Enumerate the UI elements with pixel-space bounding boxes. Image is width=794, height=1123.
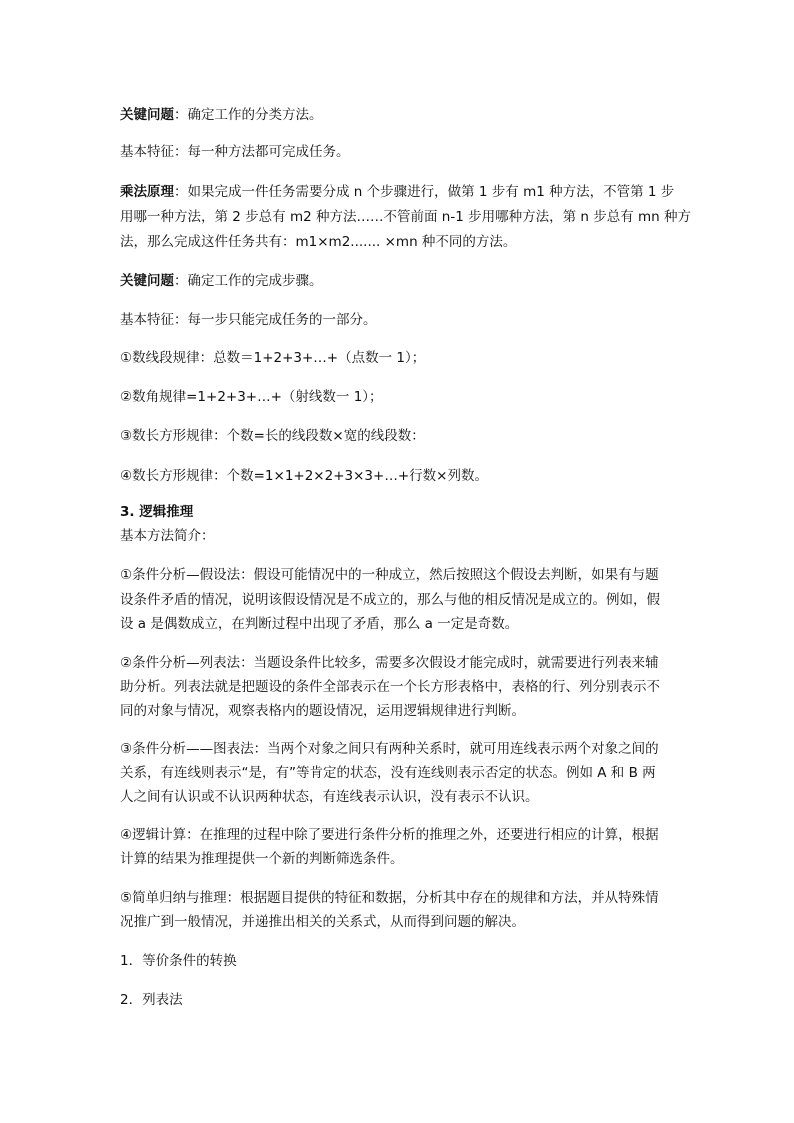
- key-question-steps: [120, 269, 680, 293]
- method-table-line1: ②条件分析—列表法：当题设条件比较多，需要多次假设才能完成时，就需要进行列表来辅: [120, 655, 659, 671]
- list-item-equivalent-conditions: 1．等价条件的转换: [120, 953, 237, 969]
- key-question-label: 关键问题: [120, 273, 174, 289]
- key-question-label: 关键问题: [120, 107, 174, 123]
- multiplication-principle-line3: 法，那么完成这件任务共有：m1×m2....... ×mn 种不同的方法。: [120, 234, 517, 250]
- rule-count-angles: ②数角规律=1+2+3+…+（射线数一 1）；: [120, 389, 383, 405]
- method-assumption-line1: ①条件分析—假设法：假设可能情况中的一种成立，然后按照这个假设去判断，如果有与题: [120, 567, 659, 583]
- key-question-text: ：确定工作的完成步骤。: [174, 273, 323, 289]
- multiplication-principle-label: 乘法原理: [120, 184, 174, 200]
- rule-count-rectangles-1: ③数长方形规律：个数=长的线段数×宽的线段数：: [120, 428, 425, 444]
- list-item-table-method: 2．列表法: [120, 992, 183, 1008]
- method-calculation-line1: ④逻辑计算：在推理的过程中除了要进行条件分析的推理之外，还要进行相应的计算，根据: [120, 827, 659, 843]
- method-graph-line1: ③条件分析——图表法：当两个对象之间只有两种关系时，就可用连线表示两个对象之间的: [120, 741, 659, 757]
- multiplication-principle-text: ：如果完成一件任务需要分成 n 个步骤进行，做第 1 步有 m1 种方法，不管第 1 步: [174, 184, 675, 200]
- rule-count-segments: ①数线段规律：总数＝1+2+3+…+（点数一 1）；: [120, 350, 426, 366]
- method-assumption-line2: 设条件矛盾的情况，说明该假设情况是不成立的，那么与他的相反情况是成立的。例如，假: [120, 592, 660, 608]
- basic-method-intro: 基本方法简介：: [120, 528, 215, 544]
- method-table-line3: 同的对象与情况，观察表格内的题设情况，运用逻辑规律进行判断。: [120, 703, 525, 719]
- section-heading-logic: 3. 逻辑推理: [120, 504, 194, 520]
- basic-feature-steps: 基本特征：每一步只能完成任务的一部分。: [120, 312, 377, 328]
- method-table-line2: 助分析。列表法就是把题设的条件全部表示在一个长方形表格中，表格的行、列分别表示不: [120, 679, 660, 695]
- multiplication-principle-line2: 用哪一种方法，第 2 步总有 m2 种方法……不管前面 n-1 步用哪种方法，第 n 步总有 mn 种方: [120, 209, 692, 225]
- multiplication-principle-line1: [120, 180, 680, 204]
- rule-count-rectangles-2: ④数长方形规律：个数=1×1+2×2+3×3+…+行数×列数。: [120, 468, 488, 484]
- method-calculation-line2: 计算的结果为推理提供一个新的判断筛选条件。: [120, 851, 404, 867]
- method-graph-line2: 关系，有连线则表示“是，有”等肯定的状态，没有连线则表示否定的状态。例如 A 和 B 两: [120, 765, 656, 781]
- method-induction-line1: ⑤简单归纳与推理：根据题目提供的特征和数据，分析其中存在的规律和方法，并从特殊情: [120, 890, 659, 906]
- method-graph-line3: 人之间有认识或不认识两种状态，有连线表示认识，没有表示不认识。: [120, 789, 539, 805]
- basic-feature-classification: 基本特征：每一种方法都可完成任务。: [120, 144, 350, 160]
- key-question-text: ：确定工作的分类方法。: [174, 107, 323, 123]
- method-assumption-line3: 设 a 是偶数成立，在判断过程中出现了矛盾，那么 a 一定是奇数。: [120, 616, 519, 632]
- key-question-classification: [120, 103, 680, 127]
- method-induction-line2: 况推广到一般情况，并递推出相关的关系式，从而得到问题的解决。: [120, 914, 525, 930]
